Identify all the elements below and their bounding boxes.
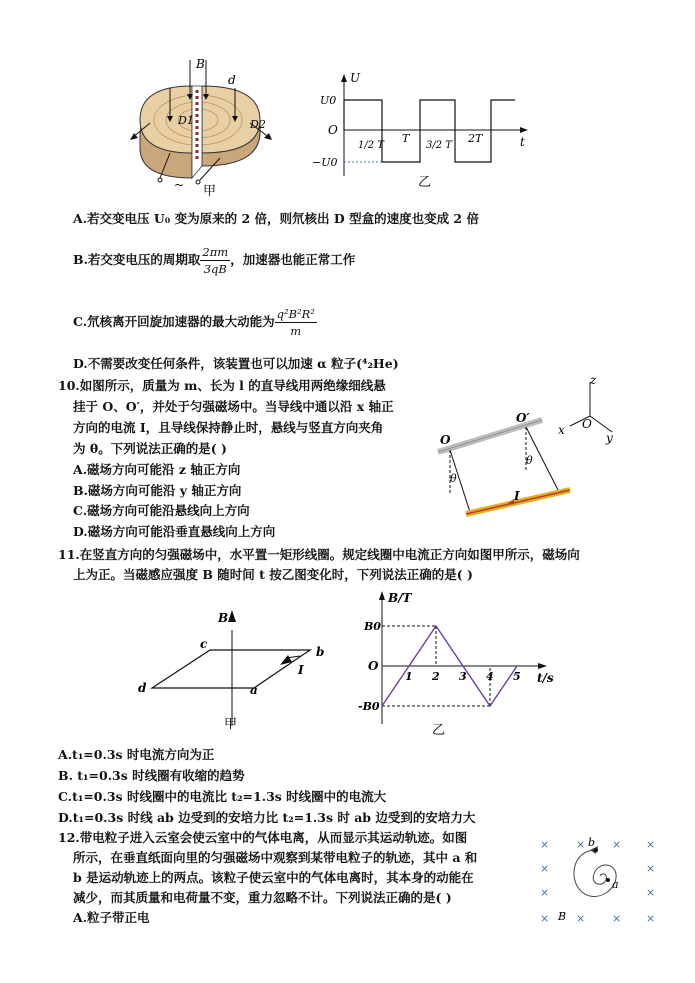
q10-line2: 挂于 O、O′，并处于匀强磁场中。当导线中通以沿 x 轴正 [73, 399, 394, 414]
x-tick-label: 5 [513, 670, 521, 683]
q9-option-c-den: m [290, 323, 302, 338]
q9-option-b [73, 240, 355, 280]
q12-trajectory-figure [532, 830, 662, 930]
caption-jia: 甲 [203, 184, 217, 198]
square-wave-graph [310, 72, 530, 192]
q11-label-b0: B0 [364, 620, 381, 633]
field-cross-mark: × [646, 886, 656, 899]
label-source: ~ [174, 178, 185, 192]
field-cross-mark: × [612, 912, 622, 925]
q12-option-a: A.粒子带正电 [73, 910, 150, 925]
tick-2T: 2T [468, 132, 483, 145]
caption-yi: 乙 [418, 175, 432, 190]
q11-label-neg-b0: -B0 [358, 700, 380, 713]
origin-O: O [328, 123, 338, 137]
field-cross-mark: × [540, 886, 550, 899]
q10-axis-O: O [582, 417, 592, 431]
q10-line1: 10.如图所示，质量为 m、长为 l 的直导线用两绝缘细线悬 [58, 378, 386, 393]
q10-axis-y: y [606, 431, 613, 445]
field-cross-mark: × [646, 838, 656, 851]
q10-line4: 为 θ。下列说法正确的是( ) [73, 441, 227, 456]
q9-option-b-prefix: B.若交变电压的周期取 [73, 252, 201, 267]
q12-label-a: a [612, 878, 619, 891]
q11-caption-jia: 甲 [224, 717, 238, 730]
q10-option-b: B.磁场方向可能沿 y 轴正方向 [73, 483, 242, 498]
q12-line2: 所示，在垂直纸面向里的匀强磁场中观察到某带电粒子的轨迹，其中 a 和 [73, 850, 478, 865]
q11-option-a: A.t₁=0.3s 时电流方向为正 [58, 747, 215, 762]
q12-label-B: B [558, 910, 567, 923]
field-cross-mark: × [540, 912, 550, 925]
q9-option-a: A.若交变电压 U₀ 变为原来的 2 倍，则氘核出 D 型盒的速度也变成 2 倍 [73, 211, 479, 226]
q11-axis-x: t/s [537, 671, 554, 685]
q10-label-O-prime: O′ [516, 411, 530, 425]
label-B: B [196, 58, 205, 71]
q11-label-b: b [316, 645, 325, 659]
q12-line3: b 是运动轨迹上的两点。该粒子使云室中的气体电离时，其本身的动能在 [73, 870, 474, 885]
label-D1: D1 [178, 114, 194, 127]
q10-line3: 方向的电流 I，且导线保持静止时，悬线与竖直方向夹角 [73, 420, 384, 435]
q10-axis-x: x [558, 423, 565, 437]
q11-caption-yi: 乙 [432, 723, 446, 738]
q11-option-d: D.t₁=0.3s 时线 ab 边受到的安培力比 t₂=1.3s 时 ab 边受到的安培力大 [58, 810, 476, 825]
field-cross-mark: × [540, 838, 550, 851]
axis-t: t [520, 135, 525, 149]
q11-b-t-chart [352, 588, 562, 738]
q10-option-c: C.磁场方向可能沿悬线向上方向 [73, 503, 250, 518]
field-cross-mark: × [540, 862, 550, 875]
cyclotron-figure [110, 58, 295, 198]
q9-option-b-den: 3qB [203, 261, 227, 276]
tick-T: T [402, 132, 410, 145]
q10-label-O: O [440, 433, 451, 447]
label-neg-u0: −U0 [312, 156, 338, 169]
q11-label-d: d [138, 681, 147, 695]
q10-option-a: A.磁场方向可能沿 z 轴正方向 [73, 462, 241, 477]
x-tick-label: 1 [405, 670, 413, 683]
q10-theta-right: θ [526, 454, 533, 467]
q9-option-c-fraction [275, 306, 317, 339]
field-cross-mark: × [612, 838, 622, 851]
axis-u: U [350, 72, 361, 85]
q11-axis-y: B/T [388, 591, 412, 605]
q9-option-b-num: 2πm [202, 244, 229, 259]
q9-option-b-fraction [200, 244, 230, 277]
q11-label-I: I [298, 663, 304, 677]
field-cross-mark: × [646, 912, 656, 925]
label-u0: U0 [320, 94, 337, 107]
q9-option-c-num: q²B²R² [276, 306, 315, 321]
q12-line4: 减少，而其质量和电荷量不变，重力忽略不计。下列说法正确的是( ) [73, 890, 452, 905]
q9-option-d: D.不需要改变任何条件，该装置也可以加速 α 粒子(⁴₂He) [73, 356, 399, 371]
tick-3half-T: 3/2 T [426, 140, 452, 151]
q9-option-c [73, 302, 317, 342]
q11-option-c: C.t₁=0.3s 时线圈中的电流比 t₂=1.3s 时线圈中的电流大 [58, 789, 387, 804]
field-cross-mark: × [646, 862, 656, 875]
q11-label-c: c [200, 637, 208, 651]
q11-line2: 上为正。当磁感应强度 B 随时间 t 按乙图变化时，下列说法正确的是( ) [73, 567, 473, 582]
q11-label-a: a [250, 683, 258, 697]
q10-figure [430, 372, 630, 532]
label-d: d [228, 73, 236, 87]
q9-option-b-suffix: ，加速器也能正常工作 [230, 252, 356, 267]
q12-line1: 12.带电粒子进入云室会使云室中的气体电离，从而显示其运动轨迹。如图 [58, 830, 468, 845]
field-cross-mark: × [576, 838, 586, 851]
tick-half-T: 1/2 T [358, 140, 384, 151]
x-tick-label: 3 [459, 670, 467, 683]
x-tick-label: 2 [432, 670, 440, 683]
q10-theta-left: θ [450, 472, 457, 485]
q10-label-I: I [514, 489, 520, 503]
q11-coil-figure [130, 600, 330, 730]
x-tick-label: 4 [486, 670, 494, 683]
q10-option-d: D.磁场方向可能沿垂直悬线向上方向 [73, 524, 276, 539]
q12-label-b: b [588, 836, 596, 849]
q9-option-c-prefix: C.氘核离开回旋加速器的最大动能为 [73, 314, 275, 329]
label-D2: D2 [250, 118, 266, 131]
field-cross-mark: × [576, 912, 586, 925]
q11-line1: 11.在竖直方向的匀强磁场中，水平置一矩形线圈。规定线圈中电流正方向如图甲所示，磁场向 [58, 547, 580, 562]
q11-origin: O [368, 659, 379, 673]
q11-option-b: B. t₁=0.3s 时线圈有收缩的趋势 [58, 768, 245, 783]
q11-label-B: B [218, 611, 229, 625]
q10-axis-z: z [590, 373, 597, 387]
